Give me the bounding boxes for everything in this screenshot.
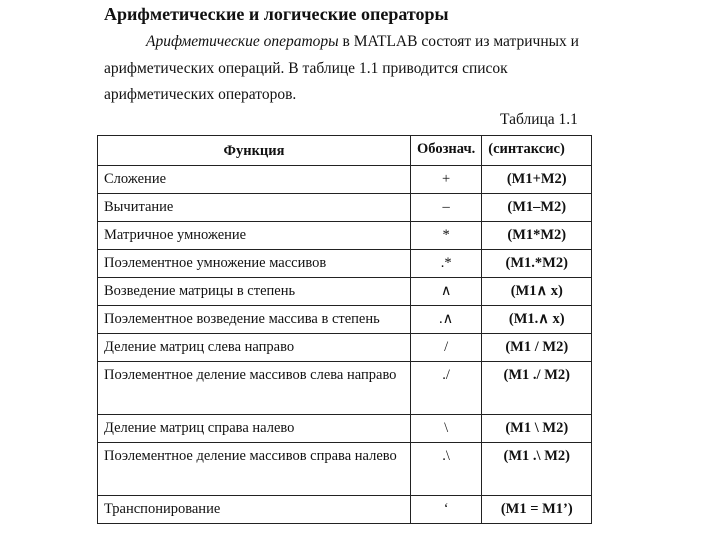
operators-table	[97, 135, 592, 524]
header-symbol: Обознач.	[411, 136, 482, 166]
table-row	[98, 222, 592, 250]
cell-function: Сложение	[98, 166, 411, 194]
cell-symbol: *	[411, 222, 482, 250]
cell-function: Поэлементное возведение массива в степень	[98, 306, 411, 334]
cell-function: Деление матриц справа налево	[98, 415, 411, 443]
table-row	[98, 166, 592, 194]
cell-symbol: ./	[411, 362, 482, 415]
header-syntax: (синтаксис)	[482, 136, 592, 166]
table-header-row	[98, 136, 592, 166]
italic-term: Арифметические операторы	[146, 33, 339, 50]
table-row	[98, 306, 592, 334]
section-title: Арифметические и логические операторы	[104, 4, 449, 24]
cell-symbol: \	[411, 415, 482, 443]
table-row	[98, 415, 592, 443]
cell-syntax: (M1 / M2)	[482, 334, 592, 362]
table-row	[98, 194, 592, 222]
cell-function: Вычитание	[98, 194, 411, 222]
cell-function: Поэлементное умножение массивов	[98, 250, 411, 278]
cell-syntax: (M1 .\ M2)	[482, 443, 592, 496]
cell-syntax: (M1.*M2)	[482, 250, 592, 278]
cell-symbol: +	[411, 166, 482, 194]
cell-symbol: .*	[411, 250, 482, 278]
cell-symbol: –	[411, 194, 482, 222]
cell-function: Транспонирование	[98, 496, 411, 524]
paragraph-line-3: арифметических операторов.	[104, 86, 297, 103]
cell-function: Деление матриц слева направо	[98, 334, 411, 362]
paragraph-line-1	[146, 33, 579, 51]
table-caption: Таблица 1.1	[500, 111, 578, 128]
table-row	[98, 278, 592, 306]
table-row	[98, 362, 592, 415]
cell-function: Возведение матрицы в степень	[98, 278, 411, 306]
paragraph-line-2: арифметических операций. В таблице 1.1 приводится список	[104, 60, 508, 77]
cell-function: Матричное умножение	[98, 222, 411, 250]
cell-syntax: (M1∧ x)	[482, 278, 592, 306]
cell-symbol: ‘	[411, 496, 482, 524]
cell-syntax: (M1+M2)	[482, 166, 592, 194]
table-row	[98, 443, 592, 496]
table-row	[98, 334, 592, 362]
cell-syntax: (M1 = M1’)	[482, 496, 592, 524]
table-row	[98, 496, 592, 524]
cell-symbol: .∧	[411, 306, 482, 334]
table-row	[98, 250, 592, 278]
cell-function: Поэлементное деление массивов справа налево	[98, 443, 411, 496]
cell-syntax: (M1 \ M2)	[482, 415, 592, 443]
cell-syntax: (M1*M2)	[482, 222, 592, 250]
header-function: Функция	[98, 136, 411, 166]
cell-symbol: ∧	[411, 278, 482, 306]
cell-syntax: (M1.∧ x)	[482, 306, 592, 334]
line1-text: в MATLAB состоят из матричных и	[338, 33, 579, 50]
cell-symbol: /	[411, 334, 482, 362]
cell-function: Поэлементное деление массивов слева направо	[98, 362, 411, 415]
cell-syntax: (M1–M2)	[482, 194, 592, 222]
cell-syntax: (M1 ./ M2)	[482, 362, 592, 415]
cell-symbol: .\	[411, 443, 482, 496]
